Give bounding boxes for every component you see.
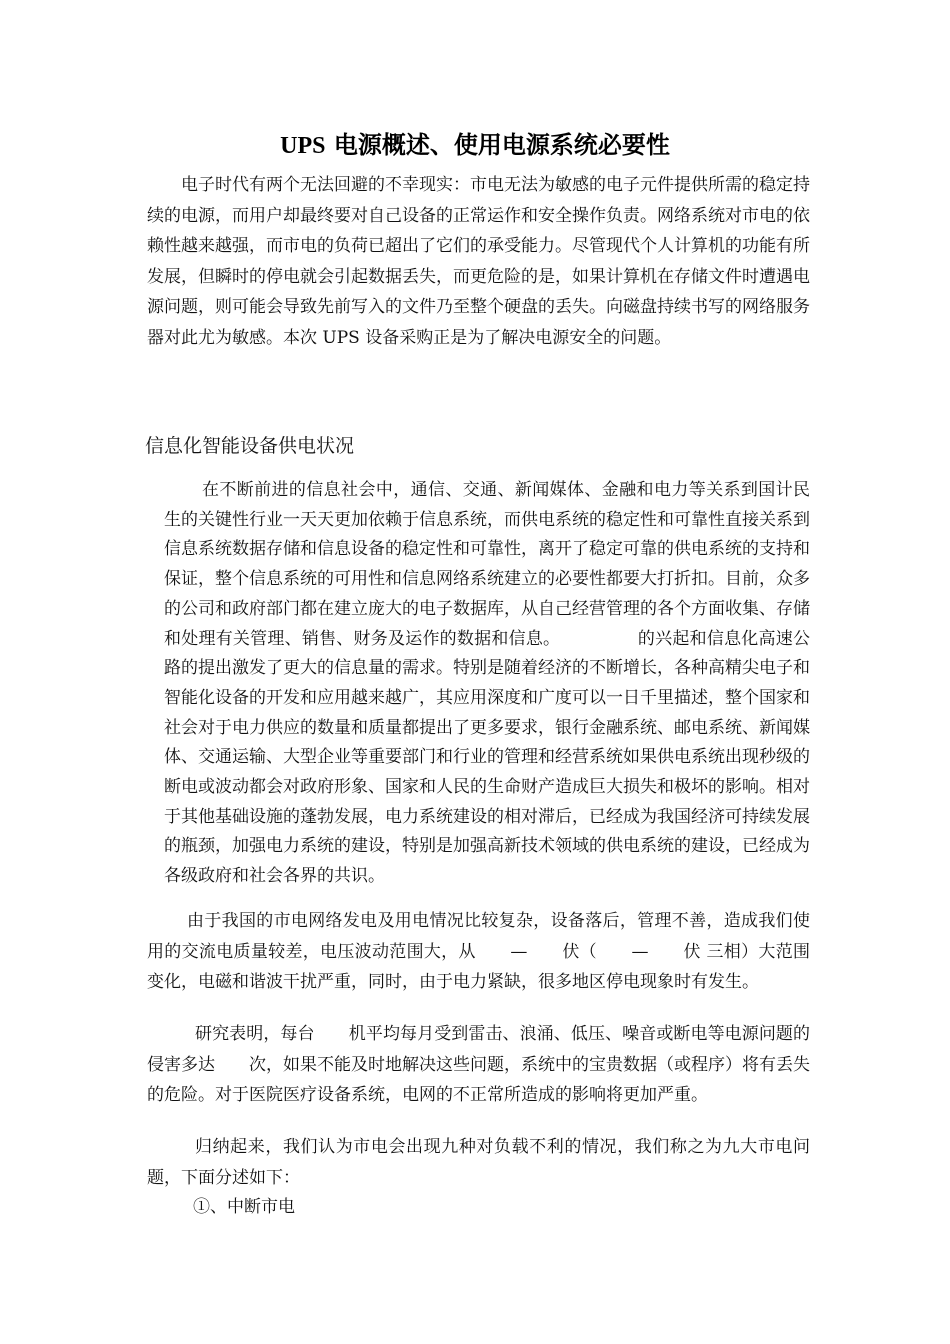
section-paragraph-1: 在不断前进的信息社会中，通信、交通、新闻媒体、金融和电力等关系到国计民生的关键性行业一天天更加依赖于信息系统，而供电系统的稳定性和可靠性直接关系到信息系统数据存储和信息设备的稳定性和可靠性，离开了稳定可靠的供电系统的支持和保证，整个信息系统的可用性和信息网络系统建立的必要性都要大打折扣。目前，众多的公司和政府部门都在建立庞大的电子数据库，从自己经营管理的各个方面收集、存储和处理有关管理、销售、财务及运作的数据和信息。 的兴起和信息化高速公路的提出激发了更大的信息量的需求。特别是随着经济的不断增长，各种高精尖电子和智能化设备的开发和应用越来越广，其应用深度和广度可以一日千里描述，整个国家和社会对于电力供应的数量和质量都提出了更多要求，银行金融系统、邮电系统、新闻媒体、交通运输、大型企业等重要部门和行业的管理和经营系统如果供电系统出现秒级的断电或波动都会对政府形象、国家和人民的生命财产造成巨大损失和极坏的影响。相对于其他基础设施的蓬勃发展，电力系统建设的相对滞后，已经成为我国经济可持续发展的瓶颈，加强电力系统的建设，特别是加强高新技术领域的供电系统的建设，已经成为各级政府和社会各界的共识。 [164, 480, 810, 887]
intro-paragraph: 电子时代有两个无法回避的不幸现实：市电无法为敏感的电子元件提供所需的稳定持续的电源，而用户却最终要对自己设备的正常运作和安全操作负责。网络系统对市电的依赖性越来越强，而市电的负荷已超出了它们的承受能力。尽管现代个人计算机的功能有所发展，但瞬时的停电就会引起数据丢失，而更危险的是，如果计算机在存储文件时遭遇电源问题，则可能会导致先前写入的文件乃至整个硬盘的丢失。向磁盘持续书写的网络服务器对此尤为敏感。本次 UPS 设备采购正是为了解决电源安全的问题。 [147, 175, 810, 348]
list-item: ①、中断市电 [193, 1197, 295, 1217]
title-text: 电源概述、使用电源系统必要性 [325, 130, 670, 159]
section-heading: 信息化智能设备供电状况 [145, 435, 355, 457]
document-title [0, 128, 950, 163]
section-paragraph-4: 归纳起来，我们认为市电会出现九种对负载不利的情况，我们称之为九大市电问题，下面分述如下： [147, 1137, 810, 1188]
section-paragraph-2: 由于我国的市电网络发电及用电情况比较复杂，设备落后，管理不善，造成我们使用的交流电质量较差，电压波动范围大，从 — 伏（ — 伏 三相）大范围变化，电磁和谐波干扰严重，同时，由于电力紧缺，很多地区停电现象时有发生。 [147, 911, 810, 992]
section-paragraph-3: 研究表明，每台 机平均每月受到雷击、浪涌、低压、噪音或断电等电源问题的侵害多达 次，如果不能及时地解决这些问题，系统中的宝贵数据（或程序）将有丢失的危险。对于医院医疗设备系统，电网的不正常所造成的影响将更加严重。 [147, 1024, 810, 1105]
title-latin: UPS [280, 133, 326, 159]
